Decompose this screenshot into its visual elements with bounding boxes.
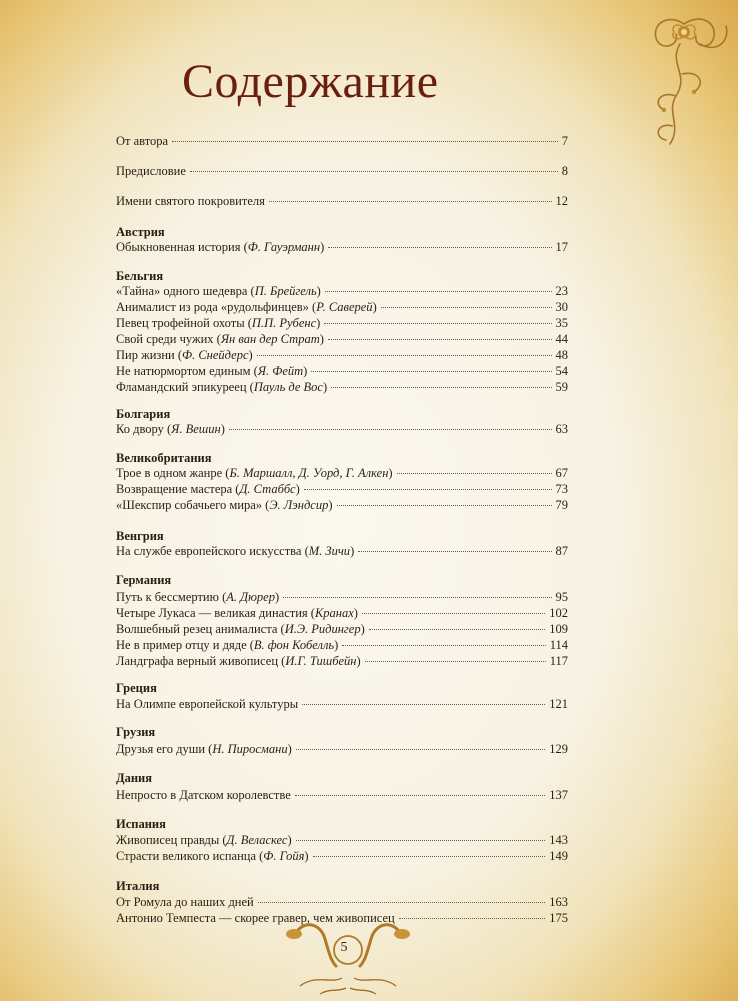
dot-leader — [328, 247, 551, 248]
entry-close-paren: ) — [388, 466, 393, 480]
entry-title — [116, 894, 254, 910]
entry-title-text: Предисловие — [116, 164, 186, 178]
dot-leader — [365, 661, 546, 662]
dot-leader — [399, 918, 546, 919]
dot-leader — [337, 505, 552, 506]
entry-author: В. фон Кобелль — [253, 638, 335, 652]
page-title: Содержание — [182, 55, 439, 108]
dot-leader — [257, 355, 552, 356]
toc-entry — [116, 331, 568, 347]
toc-entry — [116, 283, 568, 299]
entry-close-paren: ) — [295, 482, 300, 496]
entry-title — [116, 465, 393, 481]
entry-title — [116, 331, 324, 347]
entry-title-text: Друзья его души ( — [116, 742, 213, 756]
entry-author: Д. Стаббс — [239, 482, 296, 496]
entry-close-paren: ) — [360, 622, 365, 636]
dot-leader — [295, 795, 546, 796]
section-heading: Греция — [116, 681, 157, 695]
entry-page-number: 175 — [549, 911, 568, 925]
floral-corner-icon — [630, 4, 738, 152]
entry-title — [116, 637, 338, 653]
entry-title — [116, 239, 324, 255]
dot-leader — [397, 473, 552, 474]
entry-close-paren: ) — [322, 380, 328, 394]
section-heading: Великобритания — [116, 451, 212, 465]
dot-leader — [369, 629, 545, 630]
entry-title-text: От автора — [116, 134, 169, 148]
entry-title — [116, 133, 168, 149]
dot-leader — [362, 613, 545, 614]
entry-title — [116, 787, 291, 803]
entry-title — [116, 421, 225, 437]
dot-leader — [313, 856, 546, 857]
entry-title — [116, 379, 327, 395]
dot-leader — [190, 171, 558, 172]
entry-close-paren: ) — [287, 833, 292, 847]
entry-page-number: 48 — [555, 348, 568, 362]
entry-title — [116, 481, 300, 497]
section-heading: Грузия — [116, 725, 156, 739]
entry-author: П. Брейгель — [254, 284, 317, 298]
entry-page-number: 79 — [555, 498, 568, 512]
toc-entry — [116, 497, 568, 513]
dot-leader — [328, 339, 552, 340]
entry-close-paren: ) — [316, 284, 321, 298]
section-heading: Венгрия — [116, 529, 164, 543]
entry-page-number: 137 — [549, 788, 568, 802]
entry-title-text: Фламандский эпикуреец ( — [116, 380, 254, 394]
toc-entry — [116, 481, 568, 497]
entry-author: Я. Вешин — [171, 422, 221, 436]
entry-page-number: 12 — [555, 194, 568, 208]
entry-title — [116, 621, 365, 637]
toc-entry — [116, 621, 568, 637]
entry-page-number: 30 — [555, 300, 568, 314]
entry-title-text: Волшебный резец анималиста ( — [116, 622, 285, 636]
entry-author: М. Зичи — [308, 544, 351, 558]
entry-title-text: На Олимпе европейской культуры — [116, 697, 299, 711]
dot-leader — [331, 387, 551, 388]
entry-close-paren: ) — [320, 240, 325, 254]
dot-leader — [296, 749, 545, 750]
entry-page-number: 95 — [555, 590, 568, 604]
entry-page-number: 121 — [549, 697, 568, 711]
entry-title — [116, 363, 307, 379]
entry-title-text: От Ромула до наших дней — [116, 895, 254, 909]
toc-entry — [116, 299, 568, 315]
entry-title-text: Живописец правды ( — [116, 833, 227, 847]
entry-close-paren: ) — [316, 316, 321, 330]
entry-title-text: Непросто в Датском королевстве — [116, 788, 291, 802]
entry-page-number: 35 — [555, 316, 568, 330]
toc-entry — [116, 379, 568, 395]
entry-page-number: 87 — [555, 544, 568, 558]
page-number: 5 — [340, 940, 348, 955]
entry-page-number: 59 — [555, 380, 568, 394]
toc-entry — [116, 421, 568, 437]
entry-author: Ф. Гауэрманн — [247, 240, 321, 254]
dot-leader — [269, 201, 552, 202]
entry-author: Кранах — [314, 606, 354, 620]
entry-title — [116, 653, 361, 669]
dot-leader — [302, 704, 545, 705]
entry-author: Ф. Снейдерс — [182, 348, 249, 362]
entry-author: Ян ван дер Страт — [220, 332, 320, 346]
entry-title — [116, 497, 333, 513]
entry-close-paren: ) — [334, 638, 339, 652]
entry-close-paren: ) — [353, 606, 358, 620]
entry-title-text: Имени святого покровителя — [116, 194, 265, 208]
toc-entry — [116, 163, 568, 179]
entry-page-number: 163 — [549, 895, 568, 909]
entry-title-text: Антонио Темпеста — скорее гравер, чем живописец — [116, 911, 395, 925]
entry-title — [116, 832, 292, 848]
entry-author: П.П. Рубенс — [251, 316, 317, 330]
entry-title-text: Трое в одном жанре ( — [116, 466, 230, 480]
entry-page-number: 7 — [561, 134, 568, 148]
entry-author: Ф. Гойя — [263, 849, 305, 863]
section-heading: Бельгия — [116, 269, 164, 283]
entry-author: Д. Веласкес — [226, 833, 288, 847]
entry-title — [116, 299, 377, 315]
toc-entry — [116, 543, 568, 559]
section-heading: Германия — [116, 573, 172, 587]
dot-leader — [342, 645, 545, 646]
entry-title — [116, 315, 320, 331]
toc-entry — [116, 133, 568, 149]
entry-title — [116, 163, 186, 179]
entry-title-text: Ландграфа верный живописец ( — [116, 654, 286, 668]
entry-title — [116, 605, 358, 621]
entry-author: Пауль де Вос — [253, 380, 323, 394]
entry-title — [116, 696, 298, 712]
entry-close-paren: ) — [319, 332, 324, 346]
toc-entry — [116, 193, 568, 209]
toc-entry — [116, 239, 568, 255]
entry-author: А. Дюрер — [226, 590, 275, 604]
toc-entry — [116, 653, 568, 669]
toc-entry — [116, 589, 568, 605]
dot-leader — [325, 291, 552, 292]
entry-title — [116, 543, 354, 559]
entry-title-text: Певец трофейной охоты ( — [116, 316, 252, 330]
toc-entry — [116, 465, 568, 481]
entry-page-number: 102 — [549, 606, 568, 620]
horns-ornament-icon — [280, 914, 416, 998]
entry-title — [116, 848, 309, 864]
entry-close-paren: ) — [356, 654, 361, 668]
toc-entry — [116, 363, 568, 379]
entry-author: Э. Лэндсир — [269, 498, 329, 512]
entry-page-number: 117 — [549, 654, 568, 668]
entry-title-text: «Шекспир собачьего мира» ( — [116, 498, 270, 512]
dot-leader — [304, 489, 552, 490]
entry-author: Р. Саверей — [316, 300, 373, 314]
entry-title — [116, 741, 292, 757]
entry-close-paren: ) — [248, 348, 253, 362]
section-heading: Болгария — [116, 407, 171, 421]
entry-author: И.Г. Тишбейн — [285, 654, 357, 668]
toc-entry — [116, 696, 568, 712]
entry-title-text: Четыре Лукаса — великая династия ( — [116, 606, 315, 620]
entry-page-number: 44 — [555, 332, 568, 346]
entry-title-text: Анималист из рода «рудольфинцев» ( — [116, 300, 317, 314]
entry-title-text: Путь к бессмертию ( — [116, 590, 227, 604]
entry-close-paren: ) — [372, 300, 377, 314]
toc-entry — [116, 605, 568, 621]
entry-title-text: Не в пример отцу и дяде ( — [116, 638, 254, 652]
entry-page-number: 63 — [555, 422, 568, 436]
dot-leader — [324, 323, 551, 324]
dot-leader — [258, 902, 546, 903]
entry-title-text: Обыкновенная история ( — [116, 240, 248, 254]
dot-leader — [172, 141, 558, 142]
entry-close-paren: ) — [303, 364, 308, 378]
entry-title — [116, 283, 321, 299]
dot-leader — [381, 307, 552, 308]
entry-page-number: 109 — [549, 622, 568, 636]
entry-author: Н. Пиросмани — [212, 742, 288, 756]
toc-entry — [116, 347, 568, 363]
dot-leader — [229, 429, 552, 430]
entry-title-text: Свой среди чужих ( — [116, 332, 221, 346]
entry-close-paren: ) — [350, 544, 355, 558]
entry-page-number: 23 — [555, 284, 568, 298]
entry-title-text: Страсти великого испанца ( — [116, 849, 264, 863]
entry-title-text: На службе европейского искусства ( — [116, 544, 309, 558]
entry-page-number: 67 — [555, 466, 568, 480]
section-heading: Италия — [116, 879, 160, 893]
entry-close-paren: ) — [328, 498, 333, 512]
entry-title — [116, 589, 279, 605]
entry-close-paren: ) — [220, 422, 225, 436]
toc-entry — [116, 894, 568, 910]
entry-title-text: Возвращение мастера ( — [116, 482, 240, 496]
toc-entry — [116, 832, 568, 848]
dot-leader — [311, 371, 551, 372]
toc-entry — [116, 741, 568, 757]
entry-author: И.Э. Ридингер — [284, 622, 361, 636]
toc-entry — [116, 315, 568, 331]
toc-entry — [116, 787, 568, 803]
entry-page-number: 54 — [555, 364, 568, 378]
entry-page-number: 143 — [549, 833, 568, 847]
entry-page-number: 17 — [555, 240, 568, 254]
entry-title-text: Ко двору ( — [116, 422, 172, 436]
entry-page-number: 73 — [555, 482, 568, 496]
entry-title-text: «Тайна» одного шедевра ( — [116, 284, 255, 298]
section-heading: Испания — [116, 817, 166, 831]
section-heading: Дания — [116, 771, 153, 785]
dot-leader — [358, 551, 551, 552]
toc-entry — [116, 637, 568, 653]
entry-author: Б. Маршалл, Д. Уорд, Г. Алкен — [229, 466, 389, 480]
dot-leader — [296, 840, 546, 841]
entry-close-paren: ) — [274, 590, 280, 604]
entry-close-paren: ) — [287, 742, 292, 756]
entry-author: Я. Фейт — [257, 364, 304, 378]
entry-close-paren: ) — [304, 849, 309, 863]
entry-title — [116, 347, 253, 363]
entry-title — [116, 193, 265, 209]
entry-title-text: Пир жизни ( — [116, 348, 183, 362]
section-heading: Австрия — [116, 225, 165, 239]
entry-page-number: 149 — [549, 849, 568, 863]
entry-page-number: 129 — [549, 742, 568, 756]
toc-entry — [116, 848, 568, 864]
entry-title-text: Не натюрмортом единым ( — [116, 364, 258, 378]
dot-leader — [283, 597, 551, 598]
entry-page-number: 8 — [561, 164, 568, 178]
entry-page-number: 114 — [549, 638, 568, 652]
